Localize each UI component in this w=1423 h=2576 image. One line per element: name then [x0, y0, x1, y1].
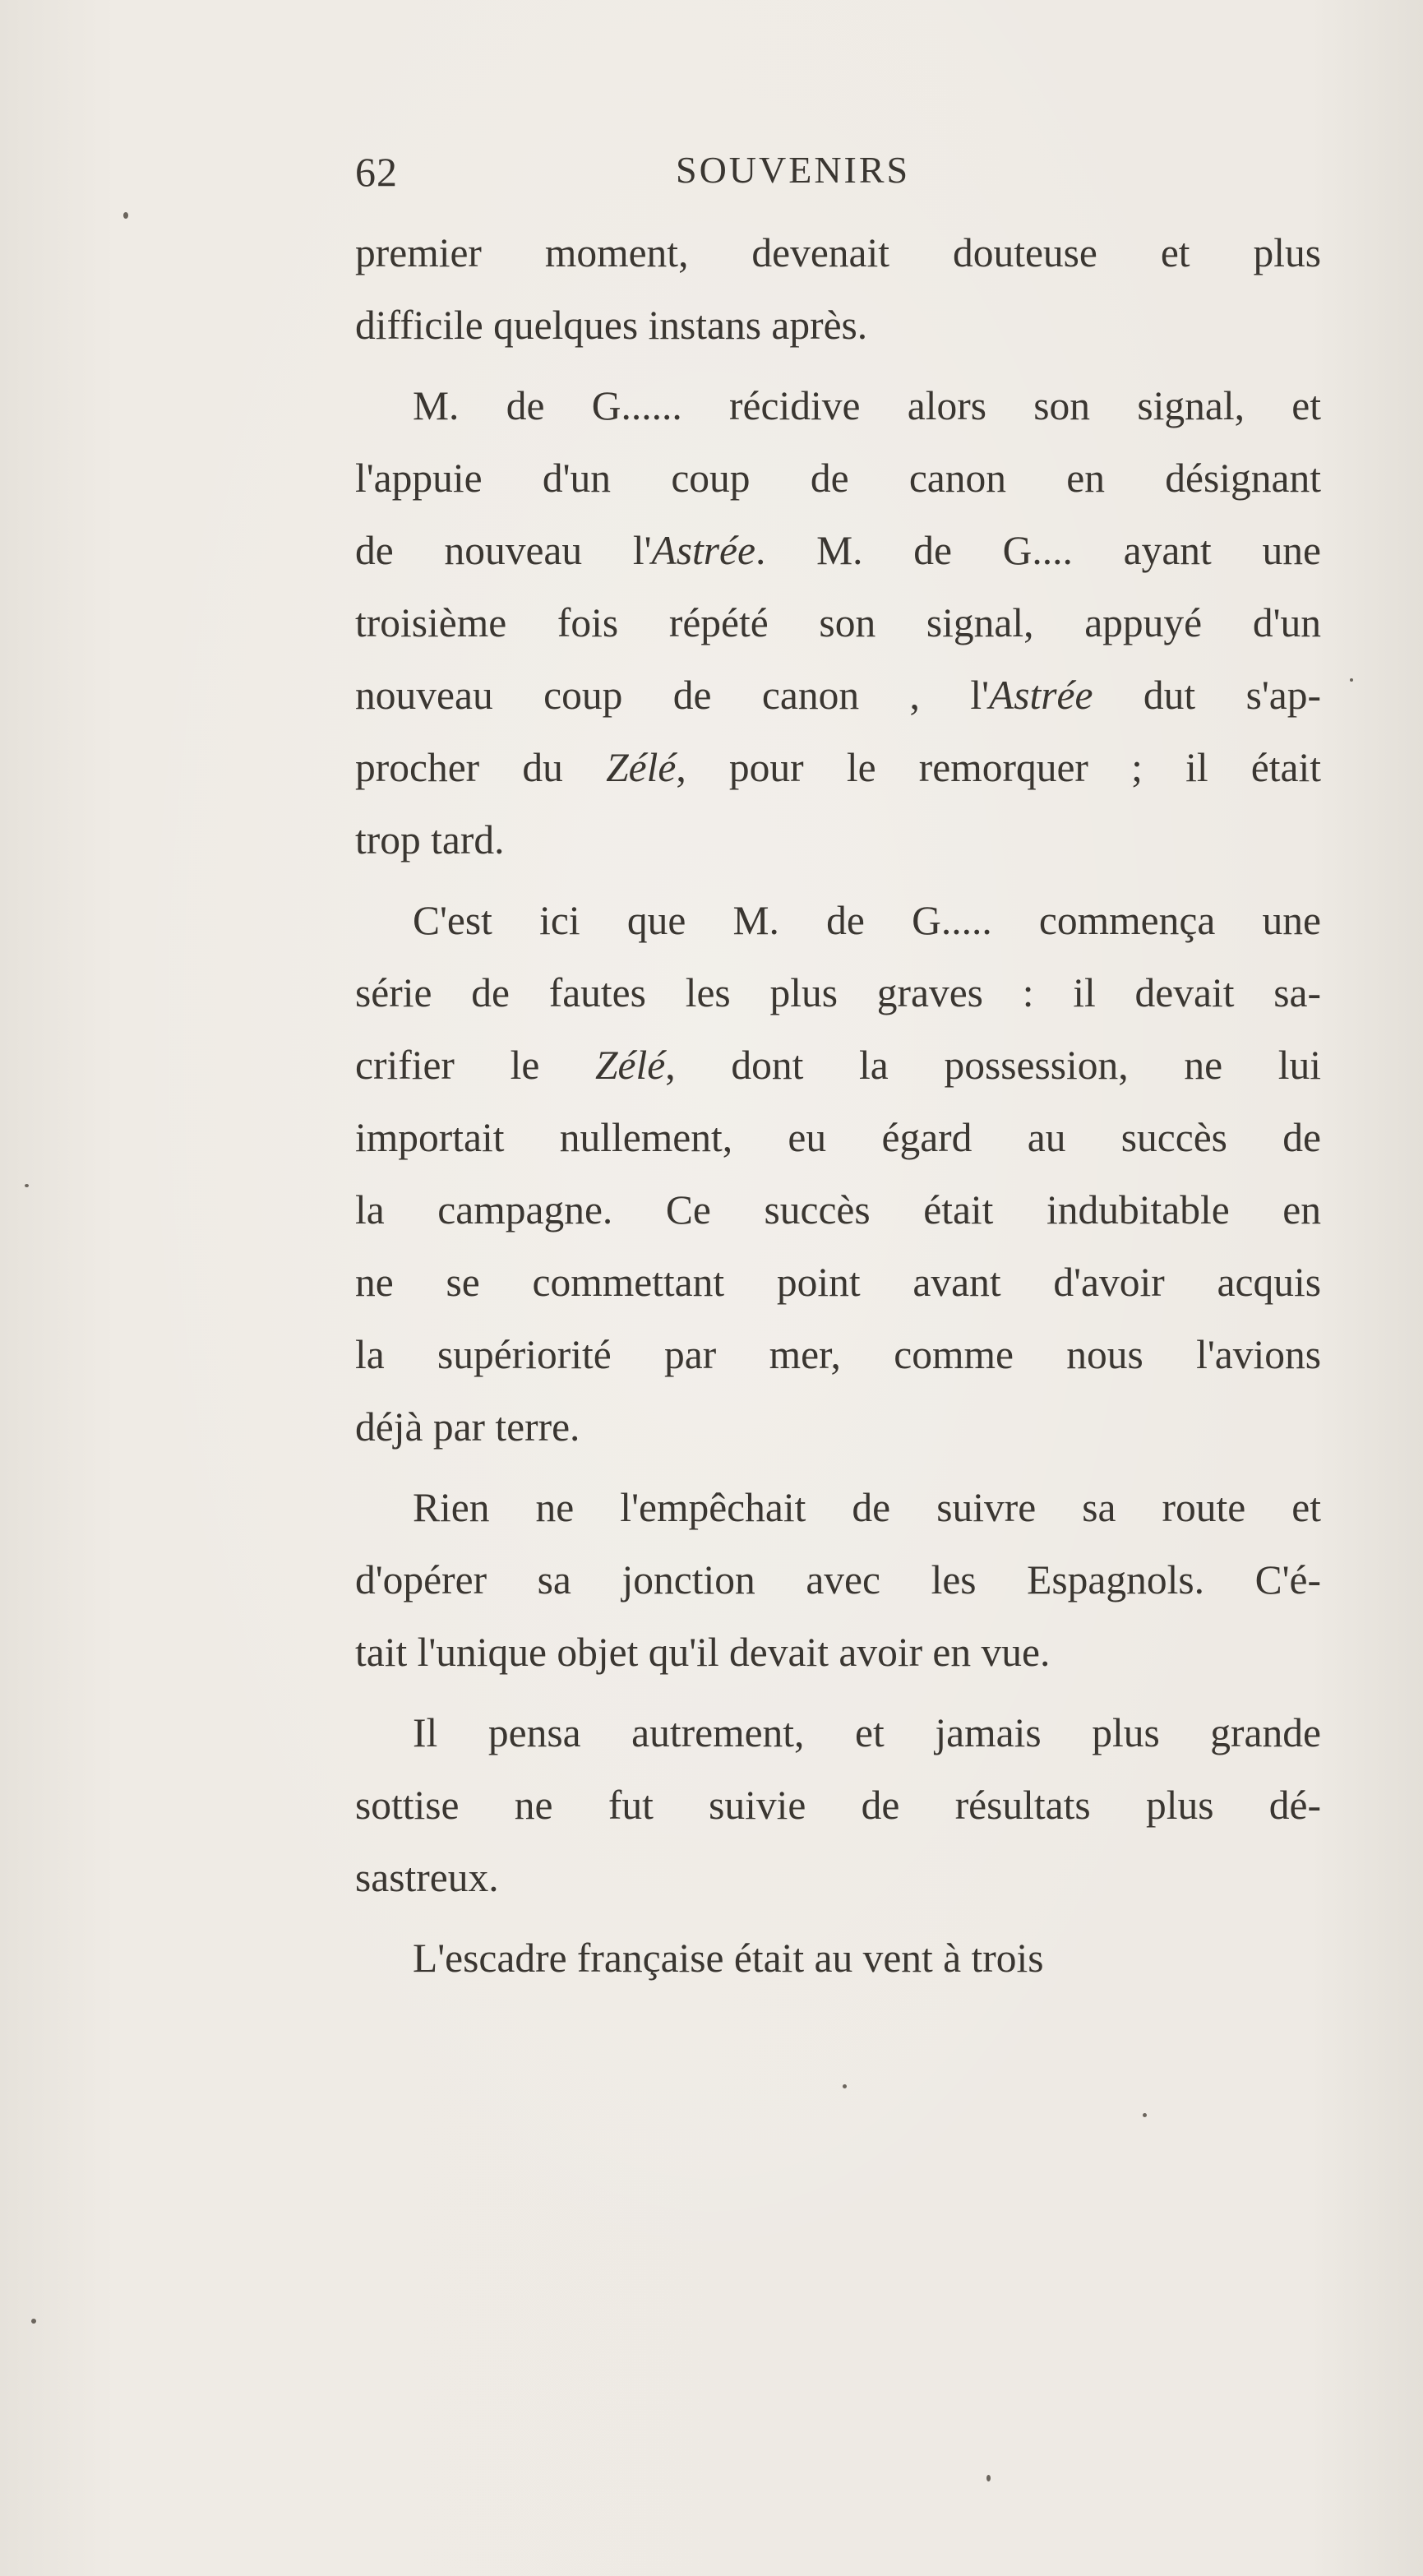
text-line: [355, 1029, 1321, 1102]
italic-ship-name: Astrée: [989, 673, 1093, 718]
body-text: [355, 217, 1321, 1995]
text-line: [355, 957, 1321, 1029]
text-line: [355, 732, 1321, 804]
text-line: [355, 1174, 1321, 1246]
running-head: SOUVENIRS: [676, 149, 911, 191]
text-segment: sottise ne fut suivie de résultats plus dé-: [355, 1783, 1321, 1828]
text-segment: la campagne. Ce succès était indubitable en: [355, 1187, 1321, 1233]
paper-speck: [25, 1184, 29, 1187]
text-segment: sastreux.: [355, 1855, 499, 1900]
text-segment: importait nullement, eu égard au succès de: [355, 1115, 1321, 1160]
text-line: [355, 1391, 1321, 1464]
text-segment: troisième fois répété son signal, appuyé d'un: [355, 600, 1321, 645]
text-line: [355, 885, 1321, 957]
text-segment: tait l'unique objet qu'il devait avoir en vue.: [355, 1630, 1051, 1675]
text-line: [355, 1769, 1321, 1842]
text-segment: procher du: [355, 745, 607, 790]
text-segment: dut s'ap-: [1093, 673, 1322, 718]
text-segment: Rien ne l'empêchait de suivre sa route et: [413, 1485, 1321, 1530]
text-segment: série de fautes les plus graves : il devait sa-: [355, 970, 1321, 1015]
text-line: [355, 1697, 1321, 1769]
text-line: [355, 1319, 1321, 1391]
text-segment: trop tard.: [355, 817, 505, 863]
text-line: [355, 804, 1321, 876]
text-line: [355, 1472, 1321, 1544]
text-segment: nouveau coup de canon , l': [355, 673, 990, 718]
text-line: [355, 1842, 1321, 1914]
text-line: [355, 370, 1321, 442]
paragraph-gap: [355, 1464, 1321, 1472]
text-segment: de nouveau l': [355, 528, 652, 573]
text-line: [355, 289, 1321, 362]
paragraph-gap: [355, 1914, 1321, 1922]
paper-speck: [1350, 678, 1353, 682]
text-line: [355, 1616, 1321, 1689]
text-segment: difficile quelques instans après.: [355, 303, 868, 348]
text-segment: d'opérer sa jonction avec les Espagnols. C'é-: [355, 1557, 1321, 1602]
paragraph-gap: [355, 876, 1321, 885]
italic-ship-name: Astrée: [651, 528, 755, 573]
text-line: [355, 515, 1321, 587]
paper-speck: [123, 212, 128, 219]
text-line: [355, 587, 1321, 659]
text-segment: la supériorité par mer, comme nous l'avions: [355, 1332, 1321, 1377]
italic-ship-name: Zélé: [606, 745, 677, 790]
page-header: [355, 148, 1321, 206]
paper-speck: [31, 2319, 36, 2324]
text-line: [355, 1544, 1321, 1616]
text-line: [355, 1102, 1321, 1174]
text-segment: M. de G...... récidive alors son signal, et: [413, 383, 1321, 428]
text-line: [355, 217, 1321, 289]
text-line: [355, 442, 1321, 515]
paragraph-gap: [355, 362, 1321, 370]
paper-speck: [1143, 2113, 1147, 2117]
text-segment: , pour le remorquer ; il était: [676, 745, 1321, 790]
paper-speck: [986, 2475, 991, 2481]
text-line: [355, 1922, 1321, 1995]
page-number: 62: [355, 149, 398, 195]
text-segment: déjà par terre.: [355, 1404, 580, 1450]
text-segment: ne se commettant point avant d'avoir acquis: [355, 1260, 1321, 1305]
text-segment: Il pensa autrement, et jamais plus grande: [413, 1710, 1321, 1755]
text-line: [355, 659, 1321, 732]
paper-speck: [843, 2084, 847, 2088]
text-segment: C'est ici que M. de G..... commença une: [413, 898, 1321, 943]
text-segment: , dont la possession, ne lui: [665, 1043, 1321, 1088]
text-segment: l'appuie d'un coup de canon en désignant: [355, 456, 1321, 501]
paragraph-gap: [355, 1689, 1321, 1697]
text-segment: . M. de G.... ayant une: [755, 528, 1321, 573]
text-segment: L'escadre française était au vent à trois: [413, 1935, 1044, 1981]
text-segment: crifier le: [355, 1043, 596, 1088]
text-line: [355, 1246, 1321, 1319]
italic-ship-name: Zélé: [595, 1043, 666, 1088]
text-segment: premier moment, devenait douteuse et plus: [355, 230, 1321, 275]
